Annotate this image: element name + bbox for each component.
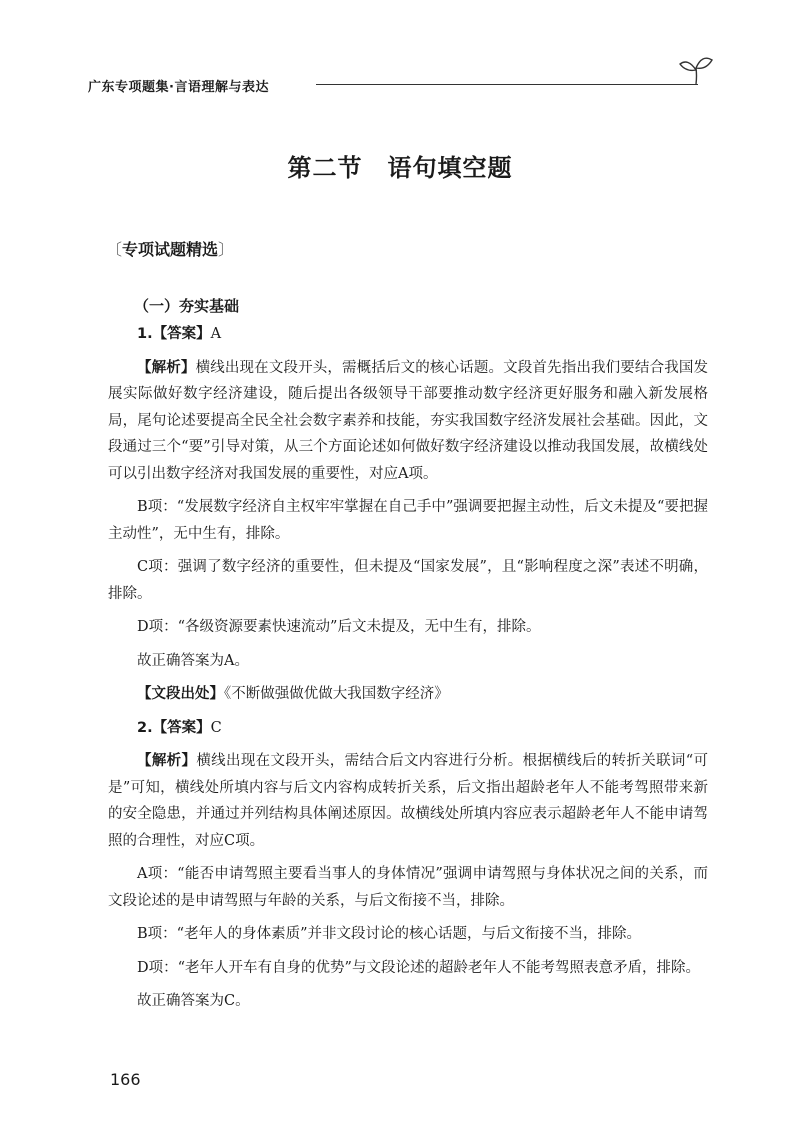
subheading: （一）夯实基础 [134,297,240,315]
running-header: 广东专项题集·言语理解与表达 [88,80,269,95]
q1-conclusion: 故正确答案为A。 [137,652,249,669]
chapter-title: 第二节 语句填空题 [287,154,513,182]
q1-option-b: B项：“发展数字经济自主权牢牢掌握在自己手中”强调要把握主动性，后文未提及“要把握主动性”，无中生有，排除。 [108,499,708,542]
q2-option-a: A项：“能否申请驾照主要看当事人的身体情况”强调申请驾照与身体状况之间的关系，而文段论述的是申请驾照与年龄的关系，与后文衔接不当，排除。 [108,866,708,909]
q2-answer-prefix: 2.【答案】 [137,719,211,736]
q1-answer [108,321,708,348]
q1-source-tag: 【文段出处】 [137,686,224,702]
q1-answer-prefix: 1.【答案】 [137,326,211,342]
q1-analysis [108,355,708,488]
bracket-close-icon: 〕 [218,240,235,259]
q2-analysis-text: 横线出现在文段开头，需结合后文内容进行分析。根据横线后的转折关联词“可是”可知，横线处所填内容与后文内容构成转折关系，后文指出超龄老年人不能考驾照带来新的安全隐患，并通过并列结构具体阐述原因。故横线处所填内容应表示超龄老年人不能申请驾照的合理性，对应C项。 [108,753,708,849]
q1-analysis-text: 横线出现在文段开头，需概括后文的核心话题。文段首先指出我们要结合我国发展实际做好数字经济建设，随后提出各级领导干部要推动数字经济更好服务和融入新发展格局，尾句论述要提高全民全社会数字素养和技能，夯实我国数字经济发展社会基础。因此，文段通过三个“要”引导对策，从三个方面论述如何做好数字经济建设以推动我国发展，故横线处可以引出数字经济对我国发展的重要性，对应A项。 [108,359,709,482]
q2-option-d: D项：“老年人开车有自身的优势”与文段论述的超龄老年人不能考驾照表意矛盾，排除。 [137,959,700,976]
q1-option-c: C项：强调了数字经济的重要性，但未提及“国家发展”，且“影响程度之深”表述不明确，排除。 [108,559,708,602]
q1-option-d: D项：“各级资源要素快速流动”后文未提及，无中生有，排除。 [137,619,541,635]
section-label [106,237,234,260]
section-label-text: 专项试题精选 [122,240,219,259]
q2-answer [108,715,708,742]
header-rule [316,84,698,85]
page-number: 166 [110,1070,141,1089]
q2-analysis [108,748,708,854]
q2-answer-value: C [210,719,222,736]
body-text [108,321,708,1015]
q1-analysis-tag: 【解析】 [137,359,196,376]
q1-source-text: 《不断做强做优做大我国数字经济》 [224,686,449,702]
q1-answer-value: A [210,326,222,342]
q2-option-b: B项：“老年人的身体素质”并非文段讨论的核心话题，与后文衔接不当，排除。 [137,926,641,942]
q2-analysis-tag: 【解析】 [137,753,197,769]
q2-conclusion: 故正确答案为C。 [137,993,250,1009]
q1-source [108,681,708,708]
sprout-ornament-icon [676,48,716,88]
bracket-open-icon: 〔 [106,240,123,259]
